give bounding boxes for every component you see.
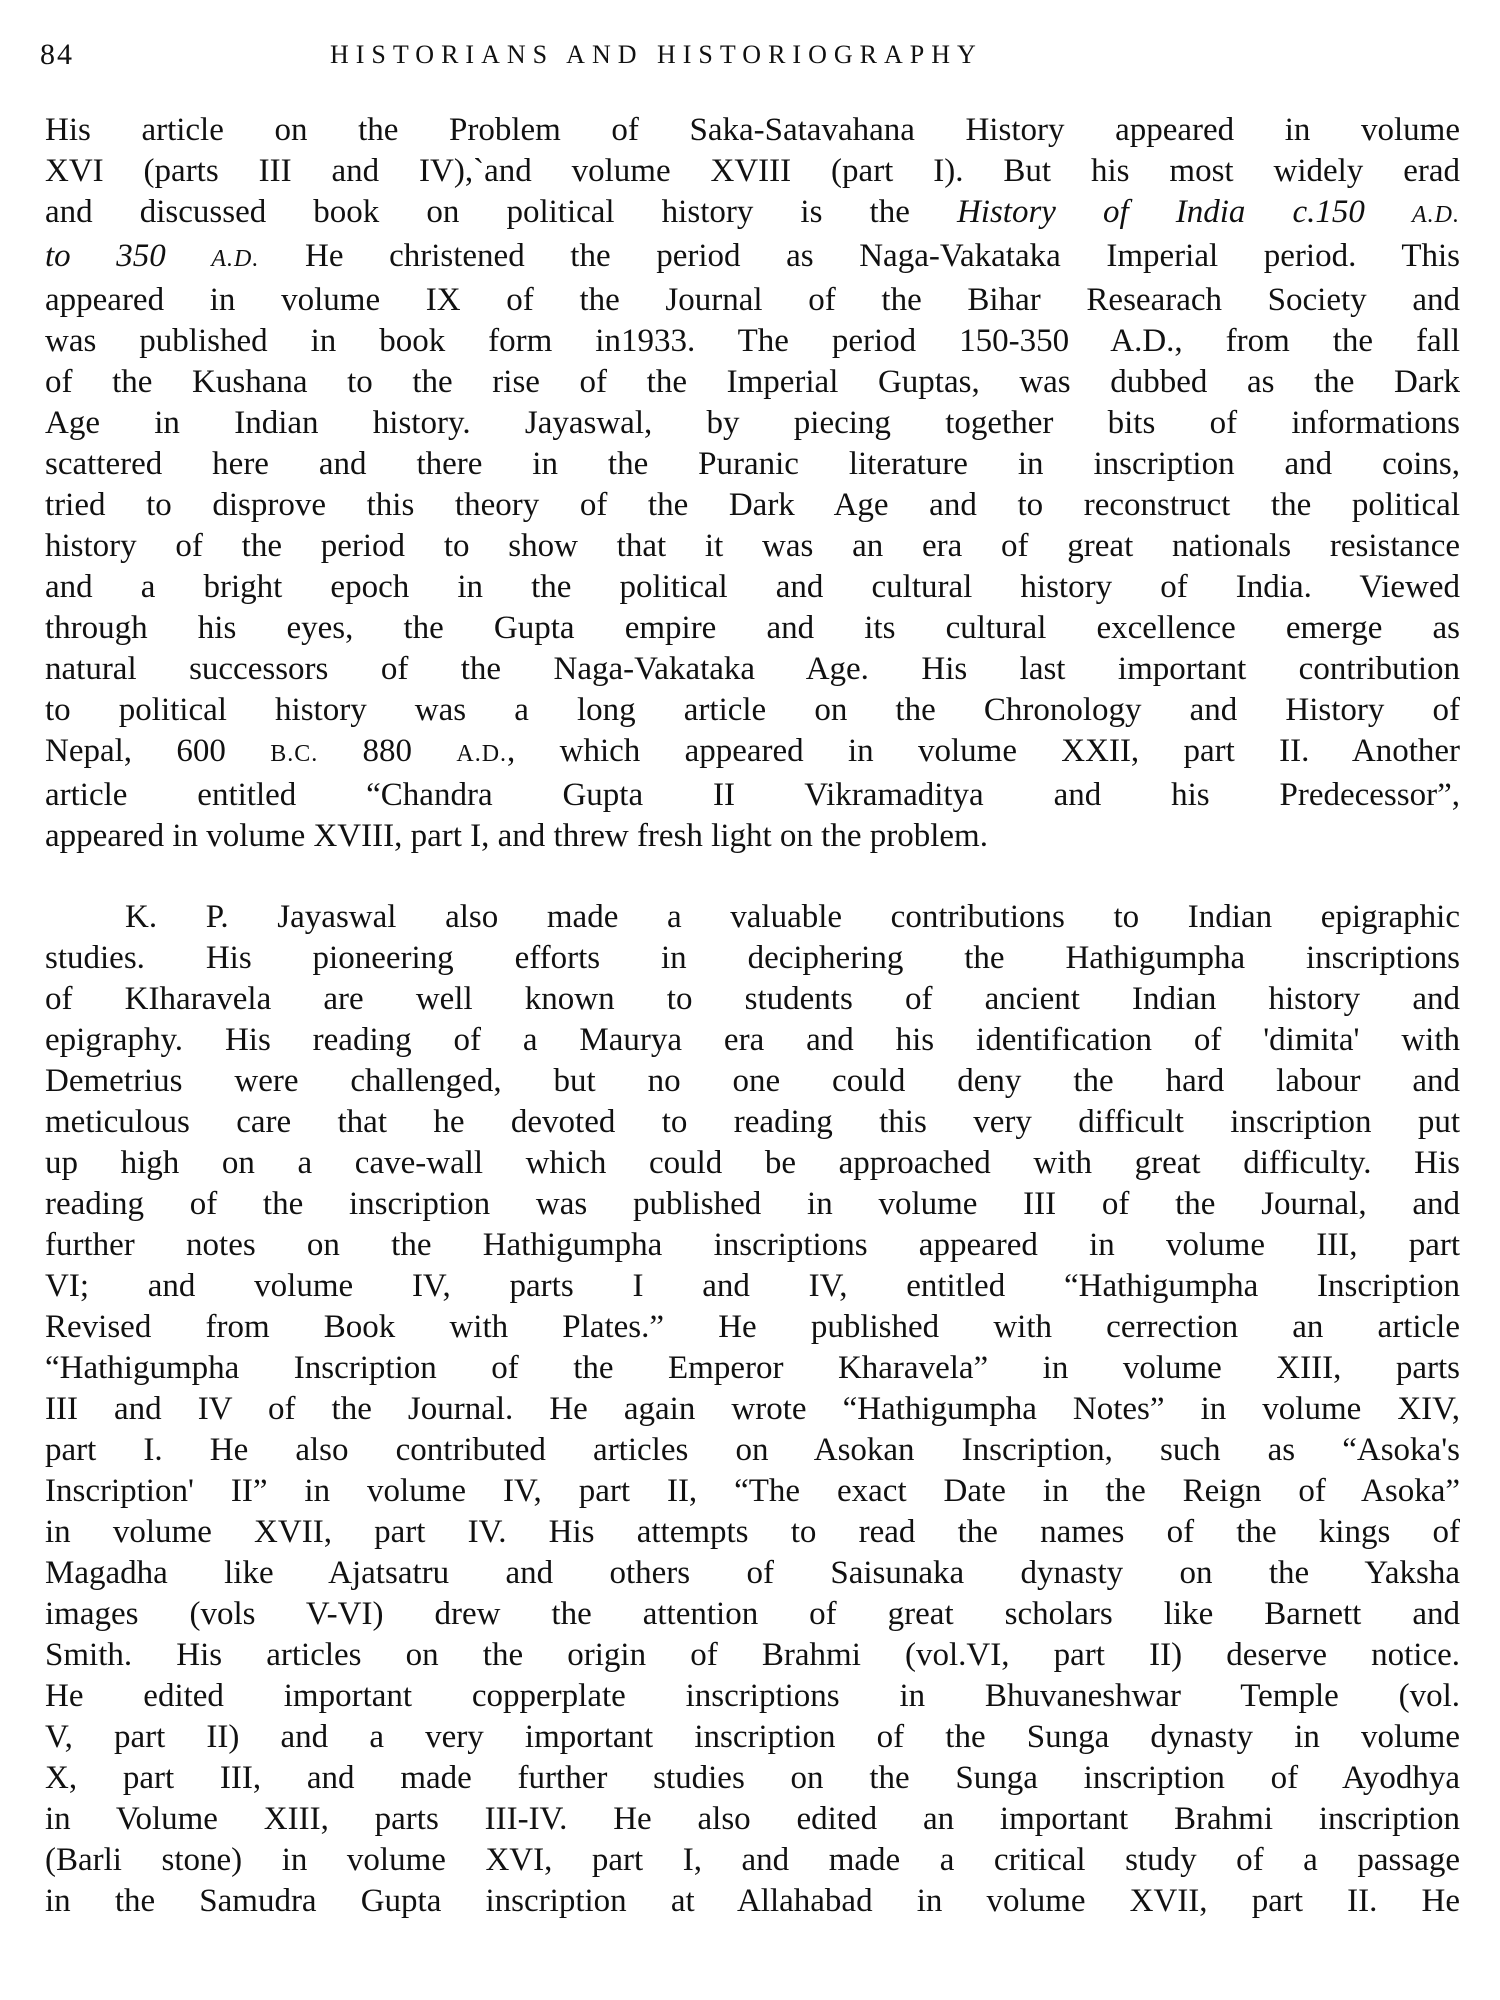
text-line: XVI (parts III and IV),`and volume XVIII (part I). But his most widely erad (45, 153, 1460, 189)
text-line: V, part II) and a very important inscription of the Sunga dynasty in volume (45, 1719, 1460, 1755)
text-segment: 880 (318, 733, 457, 769)
text-line (45, 731, 1460, 775)
text-line: Age in Indian history. Jayaswal, by piecing together bits of informations (45, 405, 1460, 441)
small-caps-era: A.D. (456, 741, 508, 767)
text-line (45, 192, 1460, 236)
text-line: through his eyes, the Gupta empire and its cultural excellence emerge as (45, 610, 1460, 646)
running-head: HISTORIANS AND HISTORIOGRAPHY (330, 40, 983, 69)
small-caps-era: A.D. (211, 246, 260, 272)
text-segment: Nepal, 600 (45, 733, 271, 769)
text-line: Smith. His articles on the origin of Brahmi (vol.VI, part II) deserve notice. (45, 1637, 1460, 1673)
text-line: of KIharavela are well known to students of ancient Indian history and (45, 981, 1460, 1017)
text-line: further notes on the Hathigumpha inscriptions appeared in volume III, part (45, 1227, 1460, 1263)
page-number: 84 (40, 38, 74, 71)
text-line: and a bright epoch in the political and cultural history of India. Viewed (45, 569, 1460, 605)
text-line: in the Samudra Gupta inscription at Allahabad in volume XVII, part II. He (45, 1883, 1460, 1919)
text-line: history of the period to show that it was an era of great nationals resistance (45, 528, 1460, 564)
text-line: “Hathigumpha Inscription of the Emperor Kharavela” in volume XIII, parts (45, 1350, 1460, 1386)
text-line: in Volume XIII, parts III-IV. He also edited an important Brahmi inscription (45, 1801, 1460, 1837)
text-line: tried to disprove this theory of the Dark Age and to reconstruct the political (45, 487, 1460, 523)
text-line: to political history was a long article on the Chronology and History of (45, 692, 1460, 728)
text-line: article entitled “Chandra Gupta II Vikramaditya and his Predecessor”, (45, 777, 1460, 813)
text-line: appeared in volume XVIII, part I, and threw fresh light on the problem. (45, 818, 988, 854)
text-line: III and IV of the Journal. He again wrote “Hathigumpha Notes” in volume XIV, (45, 1391, 1460, 1427)
text-line: was published in book form in1933. The period 150-350 A.D., from the fall (45, 323, 1460, 359)
text-line: studies. His pioneering efforts in deciphering the Hathigumpha inscriptions (45, 940, 1460, 976)
book-title-italic-cont: to 350 (45, 238, 212, 274)
text-segment: , which appeared in volume XXII, part II. Another (507, 733, 1461, 769)
small-caps-era: A.D. (1412, 202, 1460, 228)
text-line: in volume XVII, part IV. His attempts to read the names of the kings of (45, 1514, 1460, 1550)
paragraph-2 (45, 897, 1460, 1922)
text-line: K. P. Jayaswal also made a valuable contributions to Indian epigraphic (125, 899, 1460, 935)
text-line: scattered here and there in the Puranic literature in inscription and coins, (45, 446, 1460, 482)
page-header (40, 38, 1460, 78)
text-line: images (vols V-VI) drew the attention of great scholars like Barnett and (45, 1596, 1460, 1632)
text-line: up high on a cave-wall which could be approached with great difficulty. His (45, 1145, 1460, 1181)
text-line: Inscription' II” in volume IV, part II, “The exact Date in the Reign of Asoka” (45, 1473, 1460, 1509)
paragraph-1 (45, 110, 1460, 857)
text-line: His article on the Problem of Saka-Satavahana History appeared in volume (45, 112, 1460, 148)
small-caps-era: B.C. (270, 741, 319, 767)
text-segment: and discussed book on political history is the (45, 194, 957, 230)
body-text (45, 110, 1460, 1922)
text-line: of the Kushana to the rise of the Imperial Guptas, was dubbed as the Dark (45, 364, 1460, 400)
text-line: VI; and volume IV, parts I and IV, entitled “Hathigumpha Inscription (45, 1268, 1460, 1304)
text-line: appeared in volume IX of the Journal of the Bihar Researach Society and (45, 282, 1460, 318)
text-line: Demetrius were challenged, but no one could deny the hard labour and (45, 1063, 1460, 1099)
text-line: Revised from Book with Plates.” He published with cerrection an article (45, 1309, 1460, 1345)
text-line: Magadha like Ajatsatru and others of Saisunaka dynasty on the Yaksha (45, 1555, 1460, 1591)
book-title-italic: History of India c.150 (956, 194, 1412, 230)
text-line: reading of the inscription was published in volume III of the Journal, and (45, 1186, 1460, 1222)
text-line: He edited important copperplate inscriptions in Bhuvaneshwar Temple (vol. (45, 1678, 1460, 1714)
text-line: X, part III, and made further studies on the Sunga inscription of Ayodhya (45, 1760, 1460, 1796)
text-line: epigraphy. His reading of a Maurya era and his identification of 'dimita' with (45, 1022, 1460, 1058)
text-line: part I. He also contributed articles on Asokan Inscription, such as “Asoka's (45, 1432, 1460, 1468)
text-line: (Barli stone) in volume XVI, part I, and made a critical study of a passage (45, 1842, 1460, 1878)
text-line: meticulous care that he devoted to reading this very difficult inscription put (45, 1104, 1460, 1140)
text-line: natural successors of the Naga-Vakataka Age. His last important contribution (45, 651, 1460, 687)
text-segment: He christened the period as Naga-Vakataka Imperial period. This (259, 238, 1460, 274)
text-line (45, 236, 1460, 280)
